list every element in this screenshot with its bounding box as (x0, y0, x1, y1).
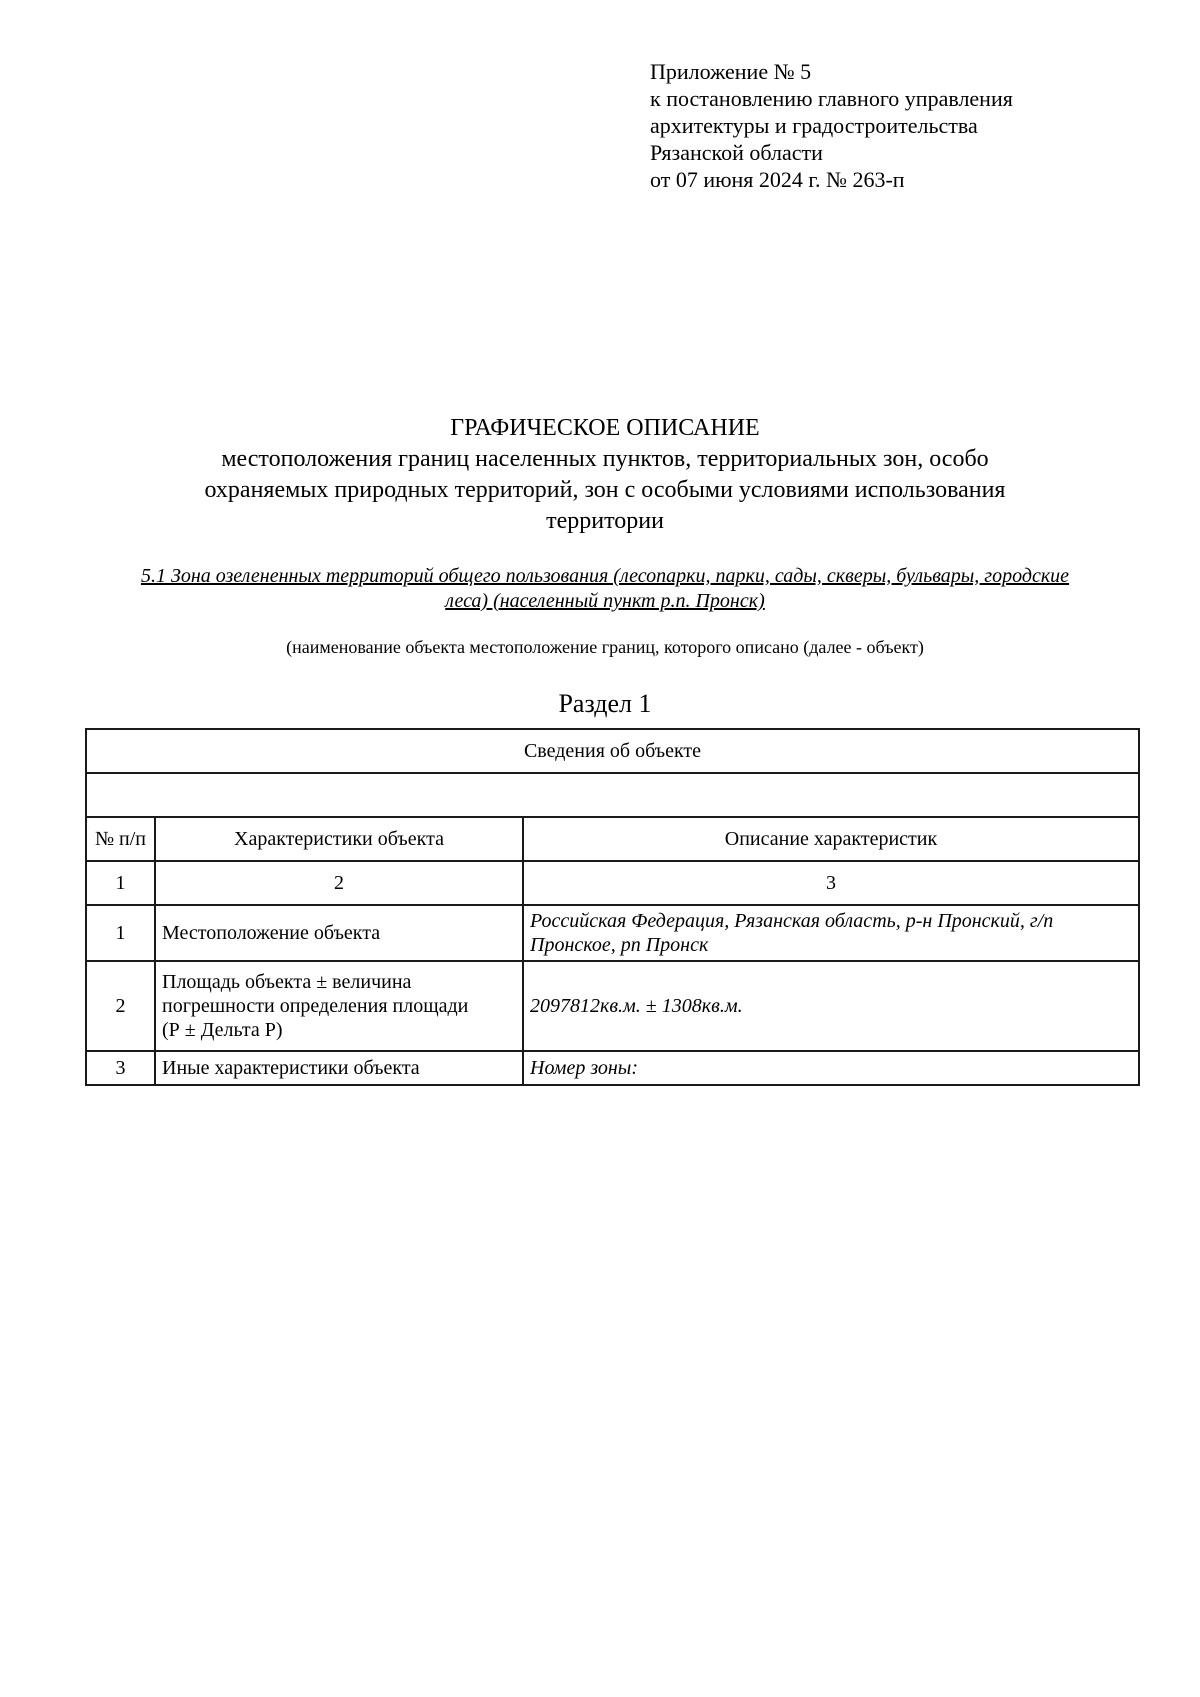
header-characteristic: Характеристики объекта (155, 817, 523, 861)
row-characteristic-line: (Р ± Дельта Р) (162, 1019, 283, 1041)
appendix-line: к постановлению главного управления (650, 86, 1013, 111)
document-title (80, 413, 1130, 537)
table-empty-cell (86, 773, 1139, 817)
row-characteristic-line: Иные характеристики объекта (162, 1057, 420, 1079)
section-title: Раздел 1 (558, 689, 652, 718)
table-caption-row (86, 729, 1139, 773)
row-characteristic-line: Местоположение объекта (162, 922, 381, 944)
row-num: 3 (86, 1051, 155, 1085)
row-description (523, 1051, 1139, 1085)
appendix-line: архитектуры и градостроительства (650, 113, 978, 138)
appendix-line: Приложение № 5 (650, 59, 812, 84)
title-line: местоположения границ населенных пунктов, территориальных зон, особо (221, 446, 989, 472)
table-caption: Сведения об объекте (86, 729, 1139, 773)
object-name-line: 5.1 Зона озелененных территорий общего пользования (лесопарки, парки, сады, скверы, бульвары, городские (140, 565, 1070, 587)
header-num: № п/п (86, 817, 155, 861)
header-description: Описание характеристик (523, 817, 1139, 861)
object-caption: (наименование объекта местоположение границ, которого описано (далее - объект) (286, 637, 924, 657)
appendix-block (650, 58, 1170, 193)
row-description-line: Номер зоны: (530, 1057, 638, 1079)
object-name (80, 564, 1130, 614)
row-characteristic (155, 961, 523, 1051)
table-row (86, 1051, 1139, 1085)
row-characteristic (155, 1051, 523, 1085)
row-description (523, 905, 1139, 961)
table-row (86, 961, 1139, 1051)
table-row (86, 905, 1139, 961)
table-column-numbers-row (86, 861, 1139, 905)
column-number: 2 (155, 861, 523, 905)
column-number: 3 (523, 861, 1139, 905)
row-description-line: Российская Федерация, Рязанская область, р-н Пронский, г/п (530, 910, 1054, 932)
table-empty-row (86, 773, 1139, 817)
appendix-line: от 07 июня 2024 г. № 263-п (650, 167, 905, 192)
row-characteristic-line: Площадь объекта ± величина (162, 971, 412, 993)
column-number: 1 (86, 861, 155, 905)
title-heading: ГРАФИЧЕСКОЕ ОПИСАНИЕ (450, 415, 760, 441)
row-description-line: Пронское, рп Пронск (530, 934, 709, 956)
title-line: охраняемых природных территорий, зон с особыми условиями использования (204, 477, 1006, 503)
row-characteristic-line: погрешности определения площади (162, 995, 469, 1017)
row-description (523, 961, 1139, 1051)
object-info-table (85, 728, 1140, 1086)
row-num: 2 (86, 961, 155, 1051)
table-header-row (86, 817, 1139, 861)
appendix-line: Рязанской области (650, 140, 823, 165)
row-characteristic (155, 905, 523, 961)
title-line: территории (546, 508, 664, 534)
row-num: 1 (86, 905, 155, 961)
object-name-line: леса) (населенный пункт р.п. Пронск) (445, 590, 765, 612)
row-description-line: 2097812кв.м. ± 1308кв.м. (530, 995, 743, 1017)
